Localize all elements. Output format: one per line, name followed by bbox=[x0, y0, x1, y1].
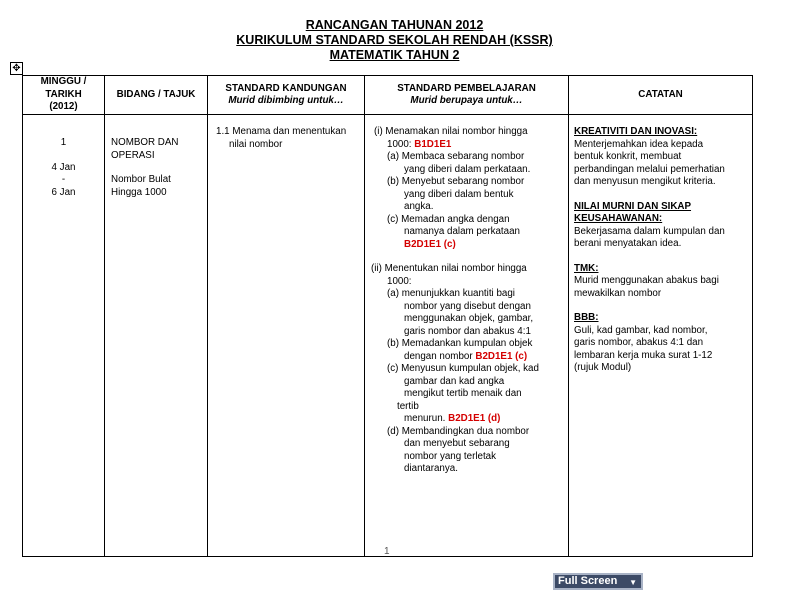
header-row bbox=[23, 76, 753, 115]
table-row bbox=[23, 115, 753, 557]
col-minggu: MINGGU / TARIKH (2012) bbox=[23, 76, 105, 115]
cell-minggu: 1 4 Jan - 6 Jan bbox=[23, 115, 105, 557]
cell-kandungan: 1.1 Menama dan menentukan nilai nombor bbox=[208, 115, 365, 557]
title-line-2: KURIKULUM STANDARD SEKOLAH RENDAH (KSSR) bbox=[236, 33, 553, 47]
page-number: 1 bbox=[384, 546, 390, 557]
cell-pembelajaran: (i) Menamakan nilai nombor hingga 1000: B1D1E1 (a) Membaca sebarang nombor yang diberi dalam perkataan. (b) Menyebut sebarang nombor yang diberi dalam bentuk angka. (c) Memadan angka dengan namanya dalam perkataan B2D1E1 (c) (ii) Menentukan nilai nombor hingga 1000: (a) menunjukkan kuantiti bagi nombor yang disebut dengan menggunakan objek, gambar, garis nombor dan abakus 4:1 (b) Memadankan kumpulan objek dengan nombor B2D1E1 (c) (c) Menyusun kumpulan objek, kad gambar dan kad angka mengikut tertib menaik dan tertib menurun. B2D1E1 (d) (d) Membandingkan dua nombor dan menyebut sebarang nombor yang terletak diantaranya. bbox=[365, 115, 569, 557]
cell-catatan: KREATIVITI DAN INOVASI: Menterjemahkan idea kepada bentuk konkrit, membuat perbandingan melalui pemerhatian dan menyusun mengikut kriteria. NILAI MURNI DAN SIKAP KEUSAHAWANAN: Bekerjasama dalam kumpulan dan berani menyatakan idea. TMK: Murid menggunakan abakus bagi mewakilkan nombor BBB: Guli, kad gambar, kad nombor, garis nombor, abakus 4:1 dan lembaran kerja muka surat 1-12 (rujuk Modul) bbox=[569, 115, 753, 557]
title-line-3: MATEMATIK TAHUN 2 bbox=[329, 48, 460, 62]
full-screen-label: Full Screen bbox=[558, 575, 618, 587]
plan-table bbox=[22, 75, 753, 557]
col-bidang: BIDANG / TAJUK bbox=[105, 76, 208, 115]
move-handle-icon[interactable]: ✥ bbox=[10, 62, 23, 75]
full-screen-button[interactable] bbox=[553, 573, 643, 590]
cell-bidang: NOMBOR DAN OPERASI Nombor Bulat Hingga 1000 bbox=[105, 115, 208, 557]
col-catatan: CATATAN bbox=[569, 76, 753, 115]
title-line-1: RANCANGAN TAHUNAN 2012 bbox=[305, 18, 484, 32]
dropdown-arrow-icon[interactable]: ▼ bbox=[629, 578, 637, 587]
col-pembelajaran: STANDARD PEMBELAJARAN Murid berupaya untuk… bbox=[365, 76, 569, 115]
col-kandungan: STANDARD KANDUNGAN Murid dibimbing untuk… bbox=[208, 76, 365, 115]
